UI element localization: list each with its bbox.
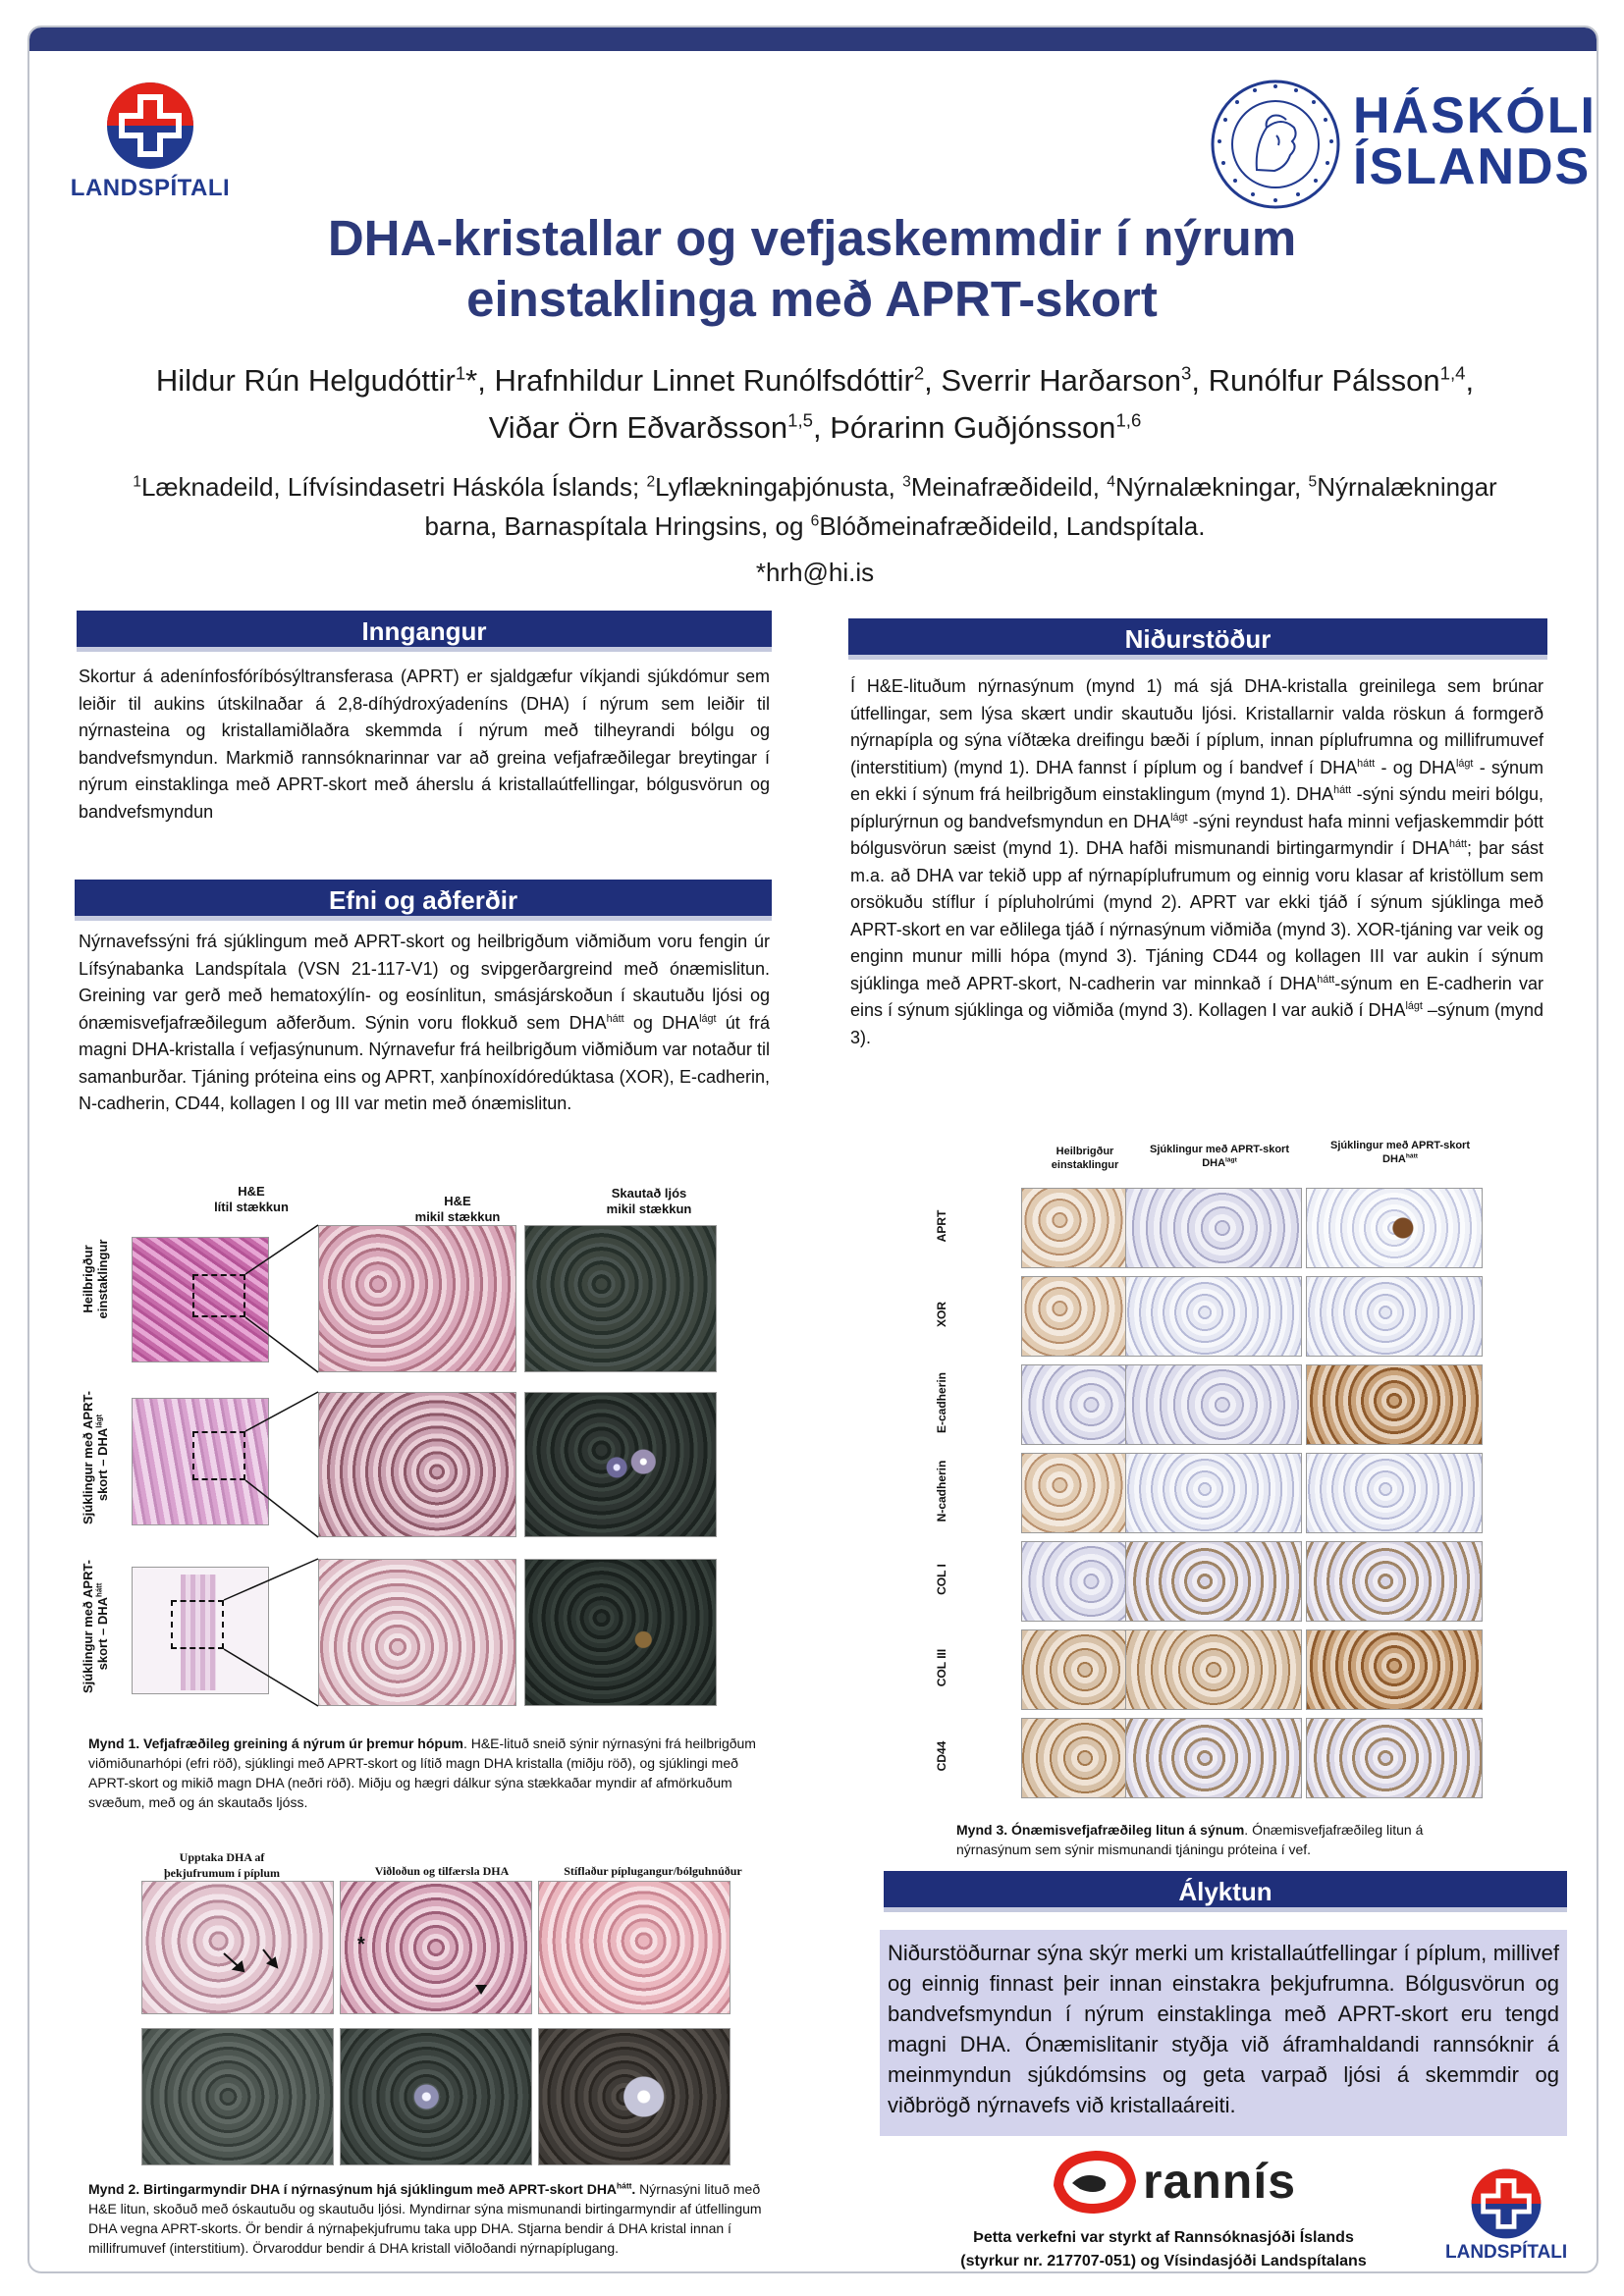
results-text-part: -sýni sýndu meiri bólgu, píplurýrnun og bandvefsmyndun en DHA — [850, 784, 1543, 831]
methods-text-part: út frá magni DHA-kristalla í vefjasýnunum. Nýrnavefur frá heilbrigðum viðmiðum var notaður til samanburðar. Tjáning próteina eins og APRT, xanþínoxídóredúktasa (XOR), E-cadherin, N-cadherin, CD44, kollagen I og III var metin með ónæmislitun. — [79, 1012, 770, 1113]
results-sup: lágt — [1405, 1000, 1423, 1012]
affil-sup: 4 — [1107, 473, 1115, 491]
author-name: Hrafnhildur Linnet Runólfsdóttir — [494, 363, 914, 398]
fig3-col-header-text: DHA — [1382, 1153, 1406, 1165]
results-sup: lágt — [1170, 811, 1188, 824]
results-sup: hátt — [1449, 838, 1468, 850]
methods-text-part: og DHA — [623, 1012, 700, 1033]
fig3-ihc-tile — [1306, 1364, 1483, 1445]
title-line1: DHA-kristallar og vefjaskemmdir í nýrum — [327, 210, 1297, 266]
fig1-col-header-line: H&E — [238, 1184, 265, 1199]
fig2-col-header-line: þekjufrumum í píplum — [163, 1866, 281, 1880]
fig1-row-label-sup: lágt — [94, 1414, 104, 1428]
fig1-row-label-text: skort – DHA — [95, 1427, 110, 1502]
haskoli-line2: ÍSLANDS — [1353, 138, 1592, 195]
author-name: , Þórarinn Guðjónsson — [812, 410, 1116, 445]
fig3-ihc-tile — [1306, 1188, 1483, 1268]
results-text-part: ; þar sást m.a. að DHA var tekið upp af nýrnapíplufrumum og einnig voru klasar af kristöllum sem orsökuðu stíflur í pípluholrúmi (mynd 2). APRT var ekki tjáð í sýnum sjúklinga með APRT-skort en var eðlilega tjáð í nýrnasýnum viðmiða (mynd 3). XOR-tjáning var veik og enginn munur milli hópa (mynd 3). Tjáning CD44 og kollagen III var aukin í sýnum sjúklinga með APRT-skort, N-cadherin var minnkað í DHA — [850, 838, 1543, 993]
author-sup: 2 — [913, 362, 925, 384]
figure-2-caption — [88, 2179, 776, 2258]
author-name: , Sverrir Harðarson — [924, 363, 1182, 398]
results-sup: hátt — [1357, 757, 1376, 770]
fig3-caption-text: . Ónæmisvefjafræðileg litun á nýrnasýnum sem sýnir mismunandi tjáningu próteina í vef. — [956, 1822, 1424, 1857]
affil-sup: 6 — [810, 512, 820, 530]
fig3-col-header-line — [1131, 1156, 1308, 1170]
conclusion-text: Niðurstöðurnar sýna skýr merki um kristallaútfellingar í píplum, millivef og einnig finnast þeir innan einstakra þekjufrumna. Bólgusvörun og bandvefsmyndun í nýrum einstaklinga með APRT-skort eru tengd magni DHA. Ónæmislitanir styðja við áframhaldandi rannsóknir á meinmyndun sjúkdómsins og geta varpað ljósi á skemmdir og viðbrögð nýrnavefs við kristallaáreiti. — [880, 1930, 1567, 2136]
fig1-row-label-line: einstaklingur — [95, 1239, 110, 1319]
results-sup: hátt — [1317, 973, 1335, 986]
intro-text: Skortur á adenínfosfóríbósýltransferasa (APRT) er sjaldgæfur víkjandi sjúkdómur sem leiðir til aukins útskilnaðar á 2,8-díhýdroxýadeníns (DHA) í nýrum sem leiðir til nýrnasteina og kristallamiðlaðra skemmda í nýrum með tilheyrandi bólgu og bandvefsmyndun. Markmið rannsóknarinnar var að greina vefjafræðilegar breytingar í nýrum einstaklinga með APRT-skort með áherslu á kristallaútfellingar, bólgusvörun og bandvefsmyndun — [79, 667, 770, 822]
author-sup: 1 — [455, 362, 466, 384]
fig3-row-label: CD44 — [935, 1740, 948, 1772]
fig3-row-label: E-cadherin — [935, 1372, 948, 1434]
author-name: , Runólfur Pálsson — [1191, 363, 1440, 398]
fig1-col-header-line: Skautað ljós — [611, 1186, 687, 1201]
results-text-part: - og DHA — [1375, 757, 1457, 777]
fig2-col-header: Stíflaður píplugangur/bólguhnúður — [564, 1864, 742, 1878]
author-name: Hildur Rún Helgudóttir — [155, 363, 456, 398]
fig3-ihc-tile — [1125, 1364, 1302, 1445]
fig2-caption-title: Mynd 2. Birtingarmyndir DHA í nýrnasýnum hjá sjúklingum með APRT-skort DHA — [88, 2181, 618, 2197]
methods-sup: hátt — [606, 1012, 624, 1025]
landspitali-logo-bottom — [1445, 2167, 1567, 2264]
landspitali-wordmark: LANDSPÍTALI — [70, 175, 231, 201]
author-sup: 1,6 — [1115, 409, 1142, 431]
fig3-ihc-tile — [1125, 1188, 1302, 1268]
author-sup: 1,5 — [787, 409, 813, 431]
fig3-ihc-tile — [1125, 1718, 1302, 1798]
rannis-swoosh-icon — [1051, 2148, 1139, 2216]
results-text-part: –sýnum (mynd 3). — [850, 1000, 1543, 1047]
section-header-results: Niðurstöður — [848, 618, 1547, 660]
fig3-ihc-tile — [1125, 1541, 1302, 1622]
title-line2: einstaklinga með APRT-skort — [466, 271, 1158, 327]
fig1-row-label-text: skort – DHA — [95, 1596, 110, 1671]
methods-text-part: Nýrnavefssýni frá sjúklingum með APRT-skort og heilbrigðum viðmiðum voru fengin úr Lífsýnabanka Landspítala (VSN 21-117-V1) og svipgerðargreind með ónæmislitun. Greining var gerð með hematoxýlín- og eosínlitun, smásjárskoðun í skautuðu ljósi og ónæmisvefjafræðilegum aðferðum. Sýnin voru flokkuð sem DHA — [79, 932, 770, 1033]
arrowhead-marker — [475, 1985, 487, 1995]
results-text-part: Í H&E-lituðum nýrnasýnum (mynd 1) má sjá DHA-kristalla greinilega sem brúnar útfellingar, sem lýsa skært undir skautuðu ljósi. Kristallarnir valda röskun á formgerð nýrnapípla og sýna víðtæka dreifingu bæði í píplum, innan píplufrumna og millifrumuvef (interstitium) (mynd 1). DHA fannst í píplum og í bandvef í DHA — [850, 676, 1543, 777]
fig1-caption-text: . H&E-lituð sneið sýnir nýrnasýni frá heilbrigðum viðmiðunarhópi (efri röð), sjúklingi með APRT-skort og lítið magn DHA kristalla (miðju röð), og sjúklingi með APRT-skort og mikið magn DHA (neðri röð). Miðju og hægri dálkur sýna stækkaðar myndir af afmörkuðum svæðum, með og án skautaðs ljóss. — [88, 1735, 756, 1810]
fig2-caption-sup: hátt — [617, 2180, 632, 2191]
landspitali-cross-icon — [1470, 2167, 1543, 2240]
fig3-col-header-sup: lágt — [1225, 1156, 1237, 1164]
rannis-logo — [1051, 2148, 1306, 2216]
fig3-ihc-tile — [1125, 1276, 1302, 1357]
author-name: Viðar Örn Eðvarðsson — [488, 410, 788, 445]
fig3-col-header — [1312, 1139, 1489, 1166]
figure-3-caption — [956, 1820, 1487, 1859]
affil-sup: 1 — [133, 473, 141, 491]
fig1-col-header-line: mikil stækkun — [414, 1209, 501, 1224]
fig3-col-header-line: Heilbrigður — [1056, 1146, 1114, 1157]
funding-line1: Þetta verkefni var styrkt af Rannsóknasjóði Íslands — [973, 2229, 1354, 2246]
author-separator: *, — [465, 363, 495, 398]
fig3-row-label: N-cadherin — [935, 1460, 948, 1522]
fig3-ihc-tile — [1306, 1541, 1483, 1622]
fig3-caption-title: Mynd 3. Ónæmisvefjafræðileg litun á sýnum — [956, 1822, 1245, 1838]
affil-sup: 5 — [1308, 473, 1318, 491]
affil-text: barna, Barnaspítala Hringsins, og — [424, 511, 811, 541]
results-sup: lágt — [1456, 757, 1474, 770]
fig3-row-label: COL III — [935, 1648, 948, 1687]
fig3-ihc-tile — [1125, 1629, 1302, 1710]
fig1-col-header-line: lítil stækkun — [214, 1200, 289, 1214]
fig3-ihc-tile — [1306, 1629, 1483, 1710]
fig2-col-header: Viðloðun og tilfærsla DHA — [374, 1864, 510, 1878]
fig3-row-label: XOR — [935, 1302, 948, 1328]
affil-text: Læknadeild, Lífvísindasetri Háskóla Íslands; — [140, 472, 647, 502]
haskoli-line1: HÁSKÓLI — [1353, 87, 1597, 144]
fig3-col-header-line: Sjúklingur með APRT-skort — [1329, 1140, 1470, 1151]
fig3-ihc-tile — [1306, 1718, 1483, 1798]
fig1-col-header-line: H&E — [444, 1194, 471, 1208]
author-separator: , — [1465, 363, 1475, 398]
fig1-row-label-sup: hátt — [94, 1582, 104, 1597]
fig3-col-header-sup: hátt — [1405, 1152, 1418, 1160]
fig2-caption-text: Nýrnasýni lituð með H&E litun, skoðuð með óskautuðu og skautuðu ljósi. Myndirnar sýna mismunandi birtingarmyndir af útfellingum DHA vegna APRT-skorts. Ör bendir á nýrnaþekjufrumu taka upp DHA. Stjarna bendir á DHA kristal innan í millifrumuvef (interstitium). Örvaroddur bendir á DHA kristall viðloðandi nýrnapíplugang. — [88, 2181, 762, 2256]
section-header-methods: Efni og aðferðir — [75, 880, 772, 921]
results-sup: hátt — [1333, 784, 1352, 796]
funding-line2: (styrkur nr. 217707-051) og Vísindasjóði Landspítalans — [960, 2253, 1367, 2269]
section-header-conclusion: Ályktun — [884, 1871, 1567, 1912]
fig3-row-label: APRT — [935, 1209, 948, 1243]
author-sup: 1,4 — [1439, 362, 1466, 384]
results-text-part: -sýnum en E-cadherin var eins í sýnum sjúklinga og viðmiða (mynd 3). Kollagen I var aukið í DHA — [850, 973, 1543, 1020]
results-text — [850, 673, 1543, 1051]
funding-acknowledgement — [889, 2226, 1438, 2273]
rannis-wordmark: rannís — [1143, 2154, 1297, 2209]
results-text-part: - sýnum en ekki í sýnum frá heilbrigðum einstaklingum (mynd 1). DHA — [850, 757, 1543, 804]
fig3-col-header — [1131, 1143, 1308, 1170]
landspitali-wordmark: LANDSPÍTALI — [1445, 2242, 1568, 2263]
fig2-col-header-line: Upptaka DHA af — [179, 1850, 265, 1864]
fig3-ihc-tile — [1125, 1453, 1302, 1533]
fig3-col-header-line: Sjúklingur með APRT-skort — [1149, 1144, 1289, 1155]
fig3-col-header-line — [1312, 1152, 1489, 1166]
fig3-ihc-tile — [1306, 1276, 1483, 1357]
affil-text: Nýrnalækningar, — [1114, 472, 1309, 502]
fig1-row-label-line: Heilbrigður — [81, 1245, 95, 1313]
affil-text: Blóðmeinafræðideild, Landspítala. — [819, 511, 1206, 541]
methods-sup: lágt — [699, 1012, 717, 1025]
contact-email[interactable]: *hrh@hi.is — [755, 558, 875, 587]
fig2-caption-title-end: . — [631, 2181, 636, 2197]
affil-text: Nýrnalækningar — [1317, 472, 1497, 502]
fig1-caption-title: Mynd 1. Vefjafræðileg greining á nýrum úr þremur hópum — [88, 1735, 463, 1751]
section-header-intro: Inngangur — [77, 611, 772, 652]
affil-sup: 2 — [646, 473, 656, 491]
affil-text: Meinafræðideild, — [910, 472, 1108, 502]
results-text-part: -sýni reyndust hafa minni vefjaskemmdir þótt bólgusvörun sæist (mynd 1). DHA hafði mismunandi birtingarmyndir í DHA — [850, 811, 1543, 858]
fig2-star-marker: * — [357, 1934, 365, 1955]
fig3-row-label: COL I — [935, 1564, 948, 1595]
fig3-col-header-line: einstaklingur — [1051, 1159, 1119, 1171]
fig1-col-header-line: mikil stækkun — [606, 1201, 692, 1216]
fig3-col-header — [1021, 1145, 1149, 1172]
author-sup: 3 — [1181, 362, 1192, 384]
fig3-col-header-text: DHA — [1202, 1157, 1226, 1169]
fig3-ihc-tile — [1306, 1453, 1483, 1533]
fig1-row-label-line: Sjúklingur með APRT- — [81, 1559, 95, 1694]
fig1-row-label-line: Sjúklingur með APRT- — [81, 1390, 95, 1525]
affil-text: Lyflækningaþjónusta, — [655, 472, 903, 502]
affil-sup: 3 — [902, 473, 911, 491]
